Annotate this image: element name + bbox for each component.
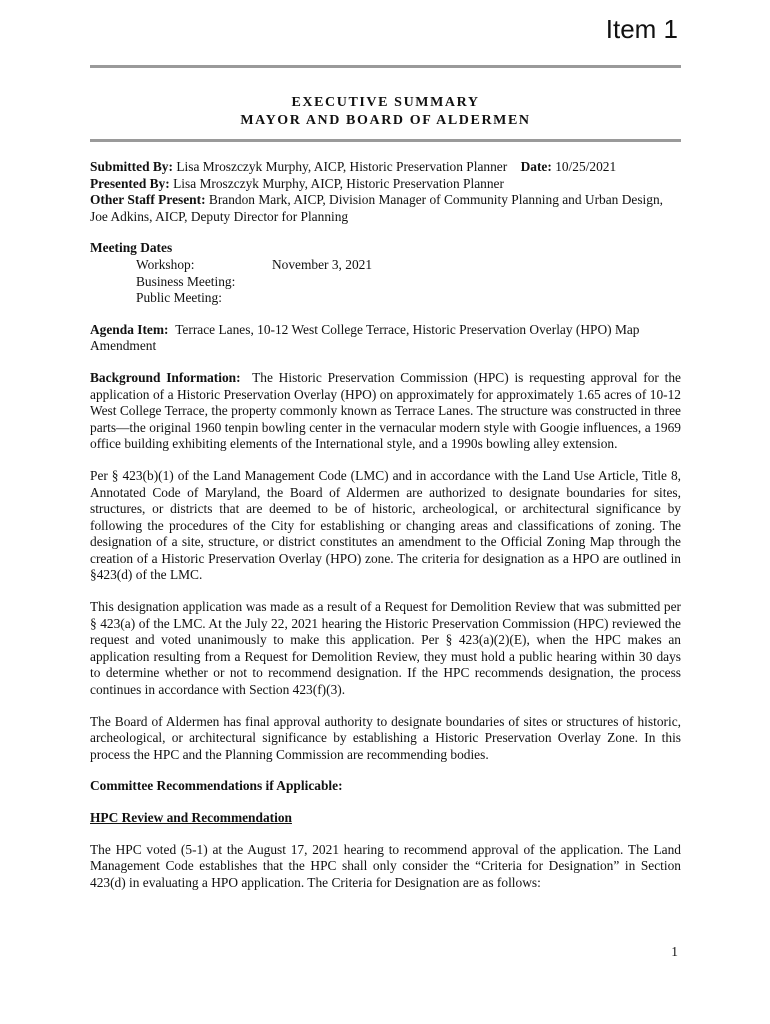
agenda-item-value: Terrace Lanes, 10-12 West College Terrace, Historic Preservation Overlay (HPO) Map Amendment (90, 321, 640, 354)
top-divider (90, 65, 681, 68)
bottom-divider (90, 139, 681, 142)
date-label: Date: (520, 159, 552, 174)
agenda-item-paragraph (90, 322, 681, 355)
item-label: Item 1 (605, 14, 678, 44)
other-staff-line (90, 192, 681, 225)
meeting-row-workshop (90, 257, 681, 274)
agenda-item-label: Agenda Item: (90, 321, 169, 337)
document-body (90, 159, 681, 891)
presented-by-value: Lisa Mroszczyk Murphy, AICP, Historic Preservation Planner (173, 175, 504, 191)
committee-heading: Committee Recommendations if Applicable: (90, 778, 343, 794)
meeting-row-label: Public Meeting: (136, 290, 222, 306)
meeting-row-label: Workshop: (136, 256, 195, 272)
body-paragraph: Per § 423(b)(1) of the Land Management Code (LMC) and in accordance with the Land Use Article, Title 8, Annotated Code of Maryland, the Board of Aldermen are authorized to designate boundaries for sites, structures, or districts that are deemed to be of historic, archeological, or architectural significance by following the procedures of the City for establishing or changing areas and classifications of zoning. The designation of a site, structure, or district constitutes an amendment to the Official Zoning Map through the creation of a Historic Preservation Overlay (HPO) zone. The criteria for designation as a HPO are outlined in §423(d) of the LMC. (90, 467, 681, 583)
presented-by-label: Presented By: (90, 175, 170, 191)
date-value: 10/25/2021 (555, 159, 617, 174)
page-number: 1 (671, 944, 678, 959)
background-value: The Historic Preservation Commission (HPC) is requesting approval for the application of a Historic Preservation Overlay (HPO) on approximately for approximately 1.65 acres of 10-12 West College Terrace, the property commonly known as Terrace Lanes. The structure was constructed in three parts—the original 1960 tenpin bowling center in the vernacular modern style with Googie influences, a 1969 office building exhibiting elements of the International style, and a 1990s bowling alley extension. (90, 369, 681, 452)
submitted-by-value: Lisa Mroszczyk Murphy, AICP, Historic Preservation Planner (176, 159, 508, 174)
meeting-row-value: November 3, 2021 (272, 256, 373, 272)
other-staff-value: Brandon Mark, AICP, Division Manager of Community Planning and Urban Design, Joe Adkins, AICP, Deputy Director for Planning (90, 192, 664, 224)
body-paragraph: The Board of Aldermen has final approval authority to designate boundaries of sites or structures of historic, archeological, or architectural significance by establishing a Historic Preservation Overlay Zone. In this process the HPC and the Planning Commission are recommending bodies. (90, 713, 681, 762)
body-paragraph: This designation application was made as a result of a Request for Demolition Review that was submitted per § 423(a) of the LMC. At the July 22, 2021 hearing the Historic Preservation Commission (HPC) reviewed the request and voted unanimously to make this application. Per § 423(a)(2)(E), when the HPC makes an application resulting from a Request for Demolition Review, they must hold a public hearing within 30 days to determine whether or not to recommend designation. If the HPC recommends designation, the process continues in accordance with Section 423(f)(3). (90, 599, 681, 698)
background-label: Background Information: (90, 369, 241, 385)
document-subtitle: MAYOR AND BOARD OF ALDERMEN (240, 113, 531, 128)
meeting-row-label: Business Meeting: (136, 273, 236, 289)
other-staff-label: Other Staff Present: (90, 192, 206, 208)
background-paragraph (90, 370, 681, 453)
hpc-paragraph: The HPC voted (5-1) at the August 17, 2021 hearing to recommend approval of the application. The Land Management Code establishes that the HPC shall only consider the “Criteria for Designation” in Section 423(d) in evaluating a HPO application. The Criteria for Designation are as follows: (90, 841, 681, 890)
submitted-by-label: Submitted By: (90, 159, 173, 174)
presented-by-line (90, 176, 681, 193)
meeting-row-public (90, 290, 681, 307)
meeting-row-business (90, 274, 681, 291)
meeting-dates-heading: Meeting Dates (90, 240, 173, 256)
hpc-heading: HPC Review and Recommendation (90, 810, 292, 825)
submitted-by-line (90, 159, 681, 176)
document-title: EXECUTIVE SUMMARY (291, 95, 480, 110)
